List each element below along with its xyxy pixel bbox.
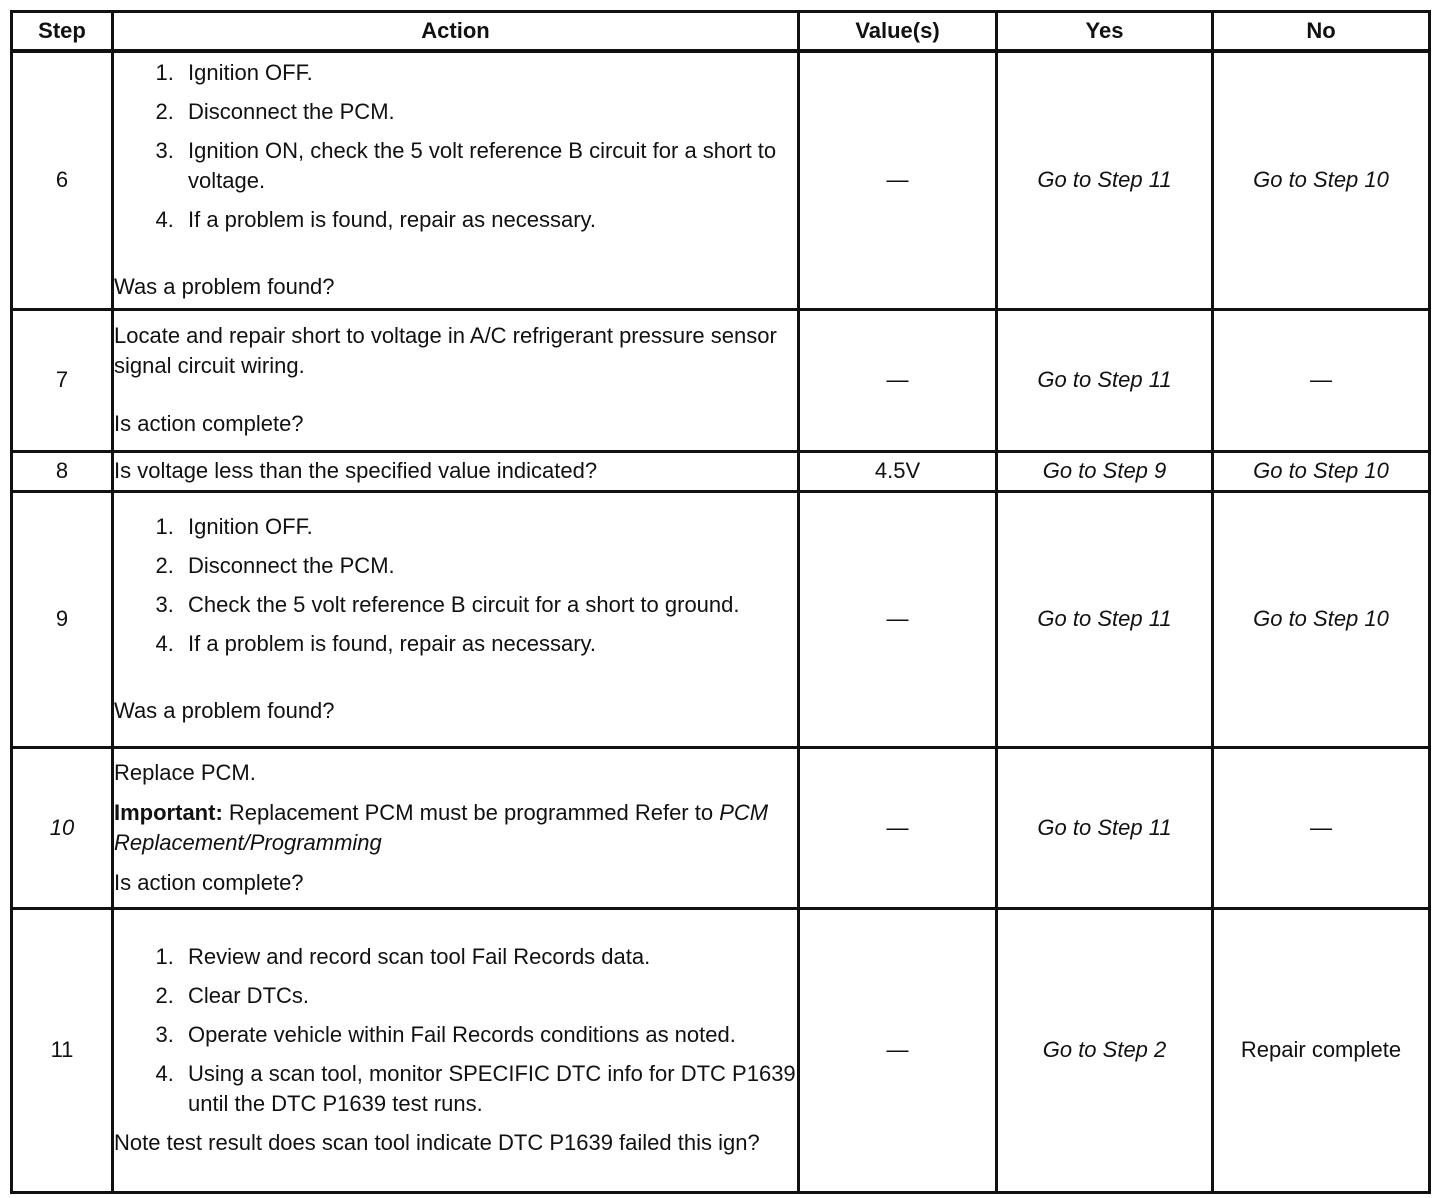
no-result: — — [1213, 747, 1430, 908]
table-row — [12, 491, 1430, 747]
action-cell — [113, 451, 799, 491]
yes-result: Go to Step 11 — [997, 747, 1213, 908]
table-row — [12, 309, 1430, 451]
yes-result: Go to Step 11 — [997, 51, 1213, 309]
yes-result: Go to Step 11 — [997, 309, 1213, 451]
yes-result: Go to Step 9 — [997, 451, 1213, 491]
action-step: 1. Review and record scan tool Fail Records data. — [180, 942, 797, 972]
step-number: 10 — [12, 747, 113, 908]
action-step: 1. Ignition OFF. — [180, 58, 797, 88]
action-step: 2. Disconnect the PCM. — [180, 551, 797, 581]
header-no: No — [1213, 12, 1430, 52]
step-number: 11 — [12, 908, 113, 1192]
value-cell: — — [799, 51, 997, 309]
value-cell: — — [799, 747, 997, 908]
value-cell: — — [799, 309, 997, 451]
action-step: 1. Ignition OFF. — [180, 512, 797, 542]
action-step: 3. Ignition ON, check the 5 volt reference B circuit for a short to voltage. — [180, 136, 797, 196]
action-cell — [113, 491, 799, 747]
action-cell — [113, 309, 799, 451]
action-steps — [114, 58, 797, 235]
action-cell — [113, 51, 799, 309]
action-question: Note test result does scan tool indicate DTC P1639 failed this ign? — [114, 1130, 760, 1155]
table-row — [12, 51, 1430, 309]
diagnostic-table — [10, 10, 1431, 1194]
action-step: 4. Using a scan tool, monitor SPECIFIC DTC info for DTC P1639 until the DTC P1639 test runs. — [180, 1059, 797, 1119]
no-result: Go to Step 10 — [1213, 491, 1430, 747]
no-result: Go to Step 10 — [1213, 451, 1430, 491]
table-row — [12, 747, 1430, 908]
action-steps — [114, 512, 797, 659]
step-number: 6 — [12, 51, 113, 309]
important-note — [114, 798, 797, 858]
no-result: Go to Step 10 — [1213, 51, 1430, 309]
action-step: 2. Clear DTCs. — [180, 981, 797, 1011]
action-cell — [113, 747, 799, 908]
action-question: Is voltage less than the specified value indicated? — [114, 458, 598, 483]
header-row — [12, 12, 1430, 52]
no-result: Repair complete — [1213, 908, 1430, 1192]
table-row — [12, 908, 1430, 1192]
value-cell: — — [799, 908, 997, 1192]
action-question: Is action complete? — [114, 869, 304, 895]
action-step: 2. Disconnect the PCM. — [180, 97, 797, 127]
action-question: Was a problem found? — [114, 274, 335, 300]
action-question: Is action complete? — [114, 411, 304, 436]
header-values: Value(s) — [799, 12, 997, 52]
action-steps — [114, 942, 797, 1119]
header-step: Step — [12, 12, 113, 52]
step-number: 9 — [12, 491, 113, 747]
action-step: 4. If a problem is found, repair as necessary. — [180, 629, 797, 659]
action-step: 4. If a problem is found, repair as necessary. — [180, 205, 797, 235]
action-step: 3. Operate vehicle within Fail Records conditions as noted. — [180, 1020, 797, 1050]
action-cell — [113, 908, 799, 1192]
action-text: Locate and repair short to voltage in A/C refrigerant pressure sensor signal circuit wiring. — [114, 323, 777, 378]
value-cell: 4.5V — [799, 451, 997, 491]
header-action: Action — [113, 12, 799, 52]
step-number: 8 — [12, 451, 113, 491]
value-cell: — — [799, 491, 997, 747]
yes-result: Go to Step 11 — [997, 491, 1213, 747]
action-question: Was a problem found? — [114, 698, 335, 723]
table-row — [12, 451, 1430, 491]
header-yes: Yes — [997, 12, 1213, 52]
step-number: 7 — [12, 309, 113, 451]
action-step: 3. Check the 5 volt reference B circuit for a short to ground. — [180, 590, 797, 620]
action-text: Replace PCM. — [114, 759, 256, 785]
no-result: — — [1213, 309, 1430, 451]
important-text: Replacement PCM must be programmed Refer to — [228, 799, 714, 825]
yes-result: Go to Step 2 — [997, 908, 1213, 1192]
important-reference: PCM Replacement/Programming — [114, 799, 769, 855]
important-label: Important: — [114, 799, 223, 825]
